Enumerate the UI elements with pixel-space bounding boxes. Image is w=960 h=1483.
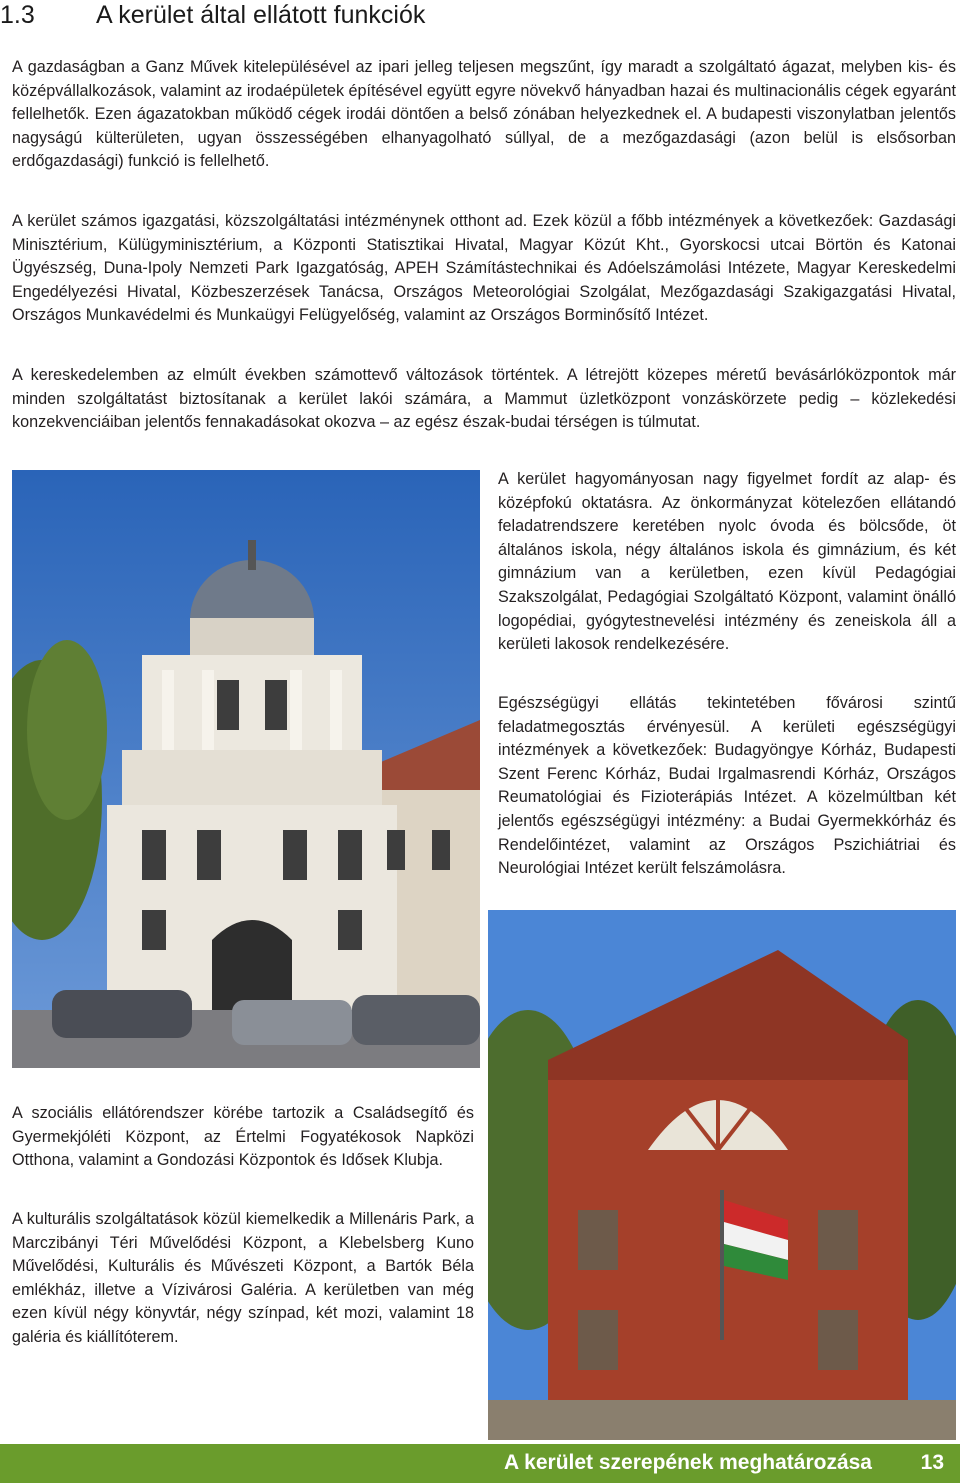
section-heading	[0, 0, 960, 30]
paragraph-institutions: A kerület számos igazgatási, közszolgáltatási intézménynek otthont ad. Ezek közül a főbb intézmények a következőek: Gazdasági Minisztérium, Külügyminisztérium, a Központi Statisztikai Hivatal, Magyar Közút Kht., Gyorskocsi utcai Börtön és Katonai Ügyészség, Duna-Ipoly Nemzeti Park Igazgatóság, APEH Számítástechnikai és Adóelszámolási Intézete, Magyar Kereskedelmi Engedélyezési Hivatal, Közbeszerzések Tanácsa, Országos Meteorológiai Szolgálat, Mezőgazdasági Szakigazgatási Hivatal, Országos Munkavédelmi és Munkaügyi Felügyelőség, valamint az Országos Borminősítő Intézet.	[12, 212, 956, 325]
photo-brick-building	[488, 910, 956, 1440]
section-number: 1.3	[0, 1, 35, 29]
paragraph-economy: A gazdaságban a Ganz Művek kitelepülésével az ipari jelleg teljesen megszűnt, így maradt a szolgáltató ágazat, melyben kis- és középvállalkozások, valamint az irodaépületek építésével együtt egyre növekvő hányadban hazai és multinacionális cégek egyaránt fellelhetők. Ezen ágazatokban működő cégek irodái döntően a belső zónában helyezkednek el. A budapesti viszonylatban jelentős nagyságú külterületen, ugyan összességében elhanyagolható súllyal, de a mezőgazdasági (azon belül is elsősorban erdőgazdasági) funkció is fellelhető.	[12, 58, 956, 171]
paragraph-culture: A kulturális szolgáltatások közül kiemelkedik a Millenáris Park, a Marczibányi Téri Művelődési Központ, a Klebelsberg Kuno Művelődési, Kulturális és Művészeti Központ, a Bartók Béla emlékház, illetve a Vízivárosi Galéria. A kerületben van még ezen kívül négy könyvtár, négy színpad, két mozi, valamint 18 galéria és kiállítóterem.	[12, 1210, 474, 1346]
paragraph-health: Egészségügyi ellátás tekintetében fővárosi szintű feladatmegosztás érvényesül. A kerületi egészségügyi intézmények a következőek: Budagyöngye Kórház, Budapesti Szent Ferenc Kórház, Budai Irgalmasrendi Kórház, Országos Reumatológiai és Fizioterápiás Intézet. A közelmúltban két jelentős egészségügyi intézmény: a Budai Gyermekkórház és Rendelőintézet, valamint az Országos Pszichiátriai és Neurológiai Intézet került felszámolásra.	[498, 694, 956, 878]
paragraph-commerce: A kereskedelemben az elmúlt években számottevő változások történtek. A létrejött közepes méretű bevásárlóközpontok már minden szolgáltatást biztosítanak a kerület lakói számára, a Mammut üzletközpont vonzáskörzete pedig – közlekedési konzekvenciáiban jelentős fennakadásokat okozva – az egész észak-budai térségen is túlmutat.	[12, 366, 956, 432]
page-number: 13	[920, 1451, 944, 1474]
paragraph-social: A szociális ellátórendszer körébe tartozik a Családsegítő és Gyermekjóléti Központ, az Értelmi Fogyatékosok Napközi Otthona, valamint a Gondozási Központok és Idősek Klubja.	[12, 1104, 474, 1170]
paragraph-education: A kerület hagyományosan nagy figyelmet fordít az alap- és középfokú oktatásra. Az önkormányzat kötelezően ellátandó feladatrendszere keretében nyolc óvoda és bölcsőde, öt általános iskola, négy általános iskola és gimnázium, és két gimnázium van a kerületben, ezen kívül Pedagógiai Szakszolgálat, Pedagógiai Szolgáltató Központ, valamint önálló logopédiai, gyógytestnevelési intézmény és zeneiskola áll a kerületi lakosok rendelkezésére.	[498, 470, 956, 654]
photo-historic-building	[12, 470, 480, 1068]
footer-chapter-title: A kerület szerepének meghatározása	[503, 1451, 872, 1474]
section-title: A kerület által ellátott funkciók	[96, 1, 426, 29]
